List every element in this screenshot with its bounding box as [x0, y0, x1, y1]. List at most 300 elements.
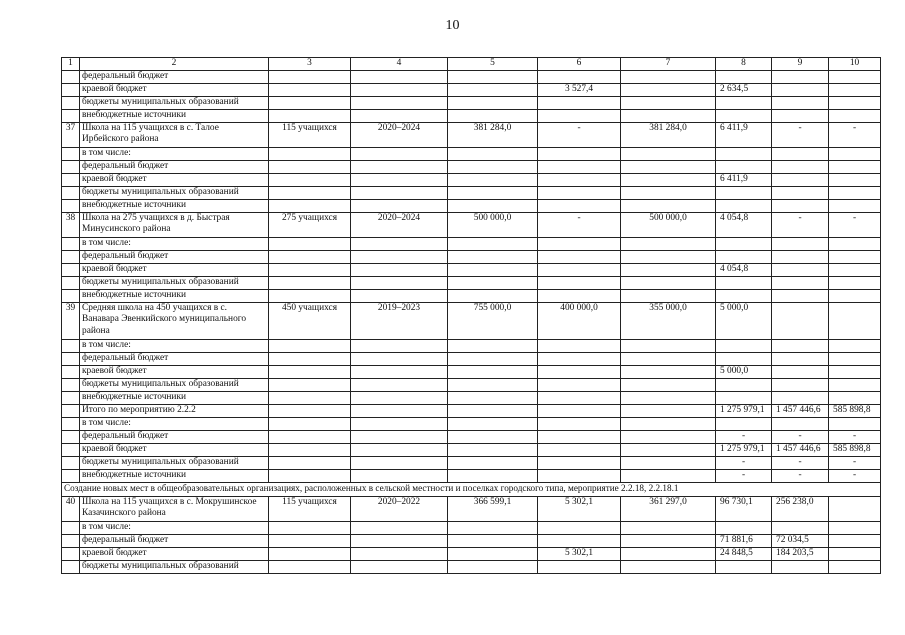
cell-col7: [621, 263, 716, 276]
cell-col7: [621, 352, 716, 365]
cell-name: краевой бюджет: [80, 263, 269, 276]
cell-col8: [716, 352, 772, 365]
cell-col8: 24 848,5: [716, 547, 772, 560]
cell-col7: [621, 250, 716, 263]
cell-col8: [716, 417, 772, 430]
cell-total: [448, 237, 538, 250]
cell-col10: -: [829, 456, 881, 469]
cell-name: бюджеты муниципальных образований: [80, 276, 269, 289]
cell-period: [351, 560, 448, 573]
cell-col7: 361 297,0: [621, 496, 716, 521]
cell-num: [62, 173, 80, 186]
cell-period: [351, 456, 448, 469]
cell-col8: [716, 96, 772, 109]
cell-total: [448, 378, 538, 391]
table-row: [62, 391, 881, 404]
cell-col7: [621, 378, 716, 391]
table-row: [62, 547, 881, 560]
table-row: [62, 496, 881, 521]
cell-col10: -: [829, 212, 881, 237]
column-header-8: 8: [716, 58, 772, 71]
cell-name: бюджеты муниципальных образований: [80, 378, 269, 391]
table-row: [62, 160, 881, 173]
cell-col10: [829, 521, 881, 534]
cell-col7: [621, 534, 716, 547]
cell-col10: [829, 391, 881, 404]
cell-col6: -: [538, 122, 621, 147]
cell-col8: 71 881,6: [716, 534, 772, 547]
cell-capacity: [269, 186, 351, 199]
cell-name: бюджеты муниципальных образований: [80, 186, 269, 199]
cell-col7: [621, 469, 716, 482]
cell-period: [351, 70, 448, 83]
cell-name: краевой бюджет: [80, 365, 269, 378]
column-header-1: 1: [62, 58, 80, 71]
cell-col8: [716, 276, 772, 289]
cell-col6: [538, 263, 621, 276]
cell-col6: [538, 147, 621, 160]
cell-num: [62, 160, 80, 173]
cell-period: 2020–2024: [351, 122, 448, 147]
cell-capacity: [269, 199, 351, 212]
cell-col9: [772, 365, 829, 378]
cell-name: краевой бюджет: [80, 83, 269, 96]
cell-total: 366 599,1: [448, 496, 538, 521]
cell-col9: [772, 186, 829, 199]
table-row: [62, 521, 881, 534]
cell-num: [62, 70, 80, 83]
cell-total: [448, 521, 538, 534]
cell-col9: [772, 302, 829, 339]
cell-col9: [772, 391, 829, 404]
cell-col7: [621, 109, 716, 122]
cell-col9: -: [772, 212, 829, 237]
cell-num: [62, 237, 80, 250]
table-row: [62, 122, 881, 147]
cell-col9: 184 203,5: [772, 547, 829, 560]
cell-col6: [538, 469, 621, 482]
cell-col9: [772, 263, 829, 276]
cell-num: 38: [62, 212, 80, 237]
cell-capacity: [269, 469, 351, 482]
cell-col10: [829, 560, 881, 573]
cell-period: [351, 289, 448, 302]
cell-col6: [538, 456, 621, 469]
cell-col9: [772, 352, 829, 365]
cell-capacity: [269, 70, 351, 83]
cell-capacity: [269, 263, 351, 276]
cell-capacity: [269, 173, 351, 186]
cell-capacity: [269, 96, 351, 109]
cell-total: [448, 276, 538, 289]
section-title: Создание новых мест в общеобразовательных организациях, расположенных в сельской местности и поселках городского типа, мероприятие 2.2.18, 2.2.18.1: [62, 482, 881, 496]
cell-col6: [538, 378, 621, 391]
cell-period: [351, 276, 448, 289]
cell-col9: [772, 417, 829, 430]
cell-period: [351, 443, 448, 456]
cell-period: [351, 83, 448, 96]
cell-col9: 72 034,5: [772, 534, 829, 547]
cell-col6: [538, 430, 621, 443]
cell-num: [62, 352, 80, 365]
cell-name: федеральный бюджет: [80, 250, 269, 263]
cell-col6: [538, 276, 621, 289]
cell-period: 2020–2024: [351, 212, 448, 237]
cell-period: [351, 352, 448, 365]
table-row: [62, 237, 881, 250]
cell-col6: [538, 237, 621, 250]
cell-period: [351, 109, 448, 122]
cell-col9: [772, 560, 829, 573]
cell-capacity: [269, 160, 351, 173]
cell-num: [62, 147, 80, 160]
cell-period: [351, 160, 448, 173]
cell-col7: [621, 521, 716, 534]
cell-col8: [716, 109, 772, 122]
table-row: [62, 109, 881, 122]
cell-col10: [829, 147, 881, 160]
cell-name: в том числе:: [80, 147, 269, 160]
cell-num: [62, 263, 80, 276]
cell-col6: [538, 186, 621, 199]
cell-total: [448, 417, 538, 430]
cell-col7: 381 284,0: [621, 122, 716, 147]
cell-num: [62, 430, 80, 443]
cell-col9: [772, 276, 829, 289]
cell-col9: [772, 289, 829, 302]
cell-num: [62, 276, 80, 289]
cell-col9: [772, 83, 829, 96]
cell-period: 2020–2022: [351, 496, 448, 521]
cell-period: [351, 404, 448, 417]
cell-capacity: [269, 391, 351, 404]
cell-col10: 585 898,8: [829, 443, 881, 456]
column-header-2: 2: [80, 58, 269, 71]
cell-num: [62, 391, 80, 404]
cell-name: внебюджетные источники: [80, 469, 269, 482]
cell-name: краевой бюджет: [80, 547, 269, 560]
cell-num: [62, 199, 80, 212]
page-number: 10: [445, 18, 460, 33]
cell-col8: 96 730,1: [716, 496, 772, 521]
cell-name: Средняя школа на 450 учащихся в с. Ванавара Эвенкийского муниципального района: [80, 302, 269, 339]
cell-period: [351, 417, 448, 430]
cell-col7: [621, 70, 716, 83]
cell-num: [62, 456, 80, 469]
cell-name: Итого по мероприятию 2.2.2: [80, 404, 269, 417]
cell-col10: 585 898,8: [829, 404, 881, 417]
cell-total: 755 000,0: [448, 302, 538, 339]
cell-col7: [621, 173, 716, 186]
cell-total: 381 284,0: [448, 122, 538, 147]
cell-col9: [772, 199, 829, 212]
cell-col9: [772, 96, 829, 109]
cell-num: [62, 521, 80, 534]
table-row: [62, 443, 881, 456]
cell-period: [351, 521, 448, 534]
cell-col10: [829, 173, 881, 186]
cell-col8: -: [716, 469, 772, 482]
cell-name: внебюджетные источники: [80, 391, 269, 404]
table-row: [62, 365, 881, 378]
cell-total: [448, 173, 538, 186]
cell-name: федеральный бюджет: [80, 70, 269, 83]
cell-total: [448, 160, 538, 173]
cell-period: [351, 365, 448, 378]
cell-col6: [538, 365, 621, 378]
cell-col7: [621, 547, 716, 560]
cell-total: [448, 547, 538, 560]
cell-capacity: [269, 430, 351, 443]
cell-col9: -: [772, 456, 829, 469]
cell-capacity: [269, 339, 351, 352]
cell-col9: [772, 237, 829, 250]
cell-col9: [772, 147, 829, 160]
cell-col10: [829, 96, 881, 109]
cell-name: Школа на 275 учащихся в д. Быстрая Минусинского района: [80, 212, 269, 237]
table-row: [62, 289, 881, 302]
cell-col9: [772, 521, 829, 534]
cell-name: внебюджетные источники: [80, 199, 269, 212]
column-header-4: 4: [351, 58, 448, 71]
cell-total: [448, 96, 538, 109]
cell-col10: [829, 417, 881, 430]
cell-period: [351, 263, 448, 276]
cell-capacity: [269, 378, 351, 391]
cell-col6: [538, 339, 621, 352]
cell-col8: [716, 560, 772, 573]
cell-col10: [829, 109, 881, 122]
cell-col7: [621, 404, 716, 417]
cell-col10: [829, 186, 881, 199]
cell-capacity: [269, 547, 351, 560]
cell-capacity: 450 учащихся: [269, 302, 351, 339]
cell-col10: [829, 378, 881, 391]
cell-col10: [829, 83, 881, 96]
cell-name: краевой бюджет: [80, 173, 269, 186]
table-row: [62, 83, 881, 96]
cell-name: Школа на 115 учащихся в с. Талое Ирбейского района: [80, 122, 269, 147]
cell-col6: [538, 173, 621, 186]
cell-col10: [829, 534, 881, 547]
cell-col9: 256 238,0: [772, 496, 829, 521]
table-row: [62, 212, 881, 237]
cell-col10: [829, 70, 881, 83]
cell-period: [351, 339, 448, 352]
cell-col10: -: [829, 430, 881, 443]
cell-num: [62, 417, 80, 430]
cell-name: федеральный бюджет: [80, 352, 269, 365]
table-row: [62, 186, 881, 199]
cell-num: [62, 339, 80, 352]
cell-col9: -: [772, 430, 829, 443]
cell-col6: [538, 96, 621, 109]
table-row: [62, 352, 881, 365]
cell-total: [448, 70, 538, 83]
table-row: [62, 339, 881, 352]
cell-num: [62, 378, 80, 391]
cell-name: в том числе:: [80, 521, 269, 534]
cell-period: [351, 547, 448, 560]
cell-col6: [538, 560, 621, 573]
cell-col7: [621, 276, 716, 289]
cell-capacity: [269, 109, 351, 122]
cell-name: в том числе:: [80, 237, 269, 250]
cell-capacity: [269, 404, 351, 417]
cell-num: [62, 534, 80, 547]
cell-col10: [829, 547, 881, 560]
cell-capacity: [269, 365, 351, 378]
cell-name: федеральный бюджет: [80, 160, 269, 173]
table-row: [62, 302, 881, 339]
cell-name: в том числе:: [80, 417, 269, 430]
cell-col6: [538, 352, 621, 365]
cell-col9: 1 457 446,6: [772, 443, 829, 456]
cell-col8: 6 411,9: [716, 122, 772, 147]
cell-period: 2019–2023: [351, 302, 448, 339]
cell-col10: [829, 263, 881, 276]
cell-capacity: [269, 456, 351, 469]
cell-col6: [538, 534, 621, 547]
cell-name: бюджеты муниципальных образований: [80, 560, 269, 573]
cell-col7: [621, 289, 716, 302]
cell-num: [62, 250, 80, 263]
table-row: [62, 173, 881, 186]
cell-name: Школа на 115 учащихся в с. Мокрушинское Казачинского района: [80, 496, 269, 521]
table-row: [62, 276, 881, 289]
cell-col6: [538, 289, 621, 302]
column-header-5: 5: [448, 58, 538, 71]
cell-col6: 400 000,0: [538, 302, 621, 339]
cell-name: бюджеты муниципальных образований: [80, 96, 269, 109]
cell-num: [62, 365, 80, 378]
column-header-3: 3: [269, 58, 351, 71]
cell-col8: 5 000,0: [716, 365, 772, 378]
cell-col7: [621, 147, 716, 160]
cell-col7: [621, 83, 716, 96]
table-row: [62, 70, 881, 83]
cell-col9: [772, 160, 829, 173]
cell-col7: 355 000,0: [621, 302, 716, 339]
cell-col8: [716, 521, 772, 534]
column-header-7: 7: [621, 58, 716, 71]
cell-col7: [621, 186, 716, 199]
cell-col10: [829, 302, 881, 339]
cell-period: [351, 96, 448, 109]
cell-col8: 2 634,5: [716, 83, 772, 96]
section-title-row: [62, 482, 881, 496]
cell-total: [448, 250, 538, 263]
cell-total: [448, 404, 538, 417]
cell-col10: -: [829, 122, 881, 147]
cell-period: [351, 391, 448, 404]
cell-total: [448, 352, 538, 365]
cell-col10: [829, 276, 881, 289]
cell-total: [448, 199, 538, 212]
cell-name: краевой бюджет: [80, 443, 269, 456]
cell-col9: [772, 109, 829, 122]
cell-total: [448, 186, 538, 199]
cell-col10: [829, 160, 881, 173]
cell-total: [448, 560, 538, 573]
cell-name: бюджеты муниципальных образований: [80, 456, 269, 469]
cell-num: [62, 186, 80, 199]
cell-total: [448, 534, 538, 547]
cell-col9: -: [772, 122, 829, 147]
cell-col9: 1 457 446,6: [772, 404, 829, 417]
cell-num: [62, 443, 80, 456]
cell-col8: -: [716, 456, 772, 469]
cell-col7: [621, 160, 716, 173]
cell-col7: [621, 391, 716, 404]
budget-table: [61, 57, 881, 574]
cell-period: [351, 469, 448, 482]
cell-col10: [829, 496, 881, 521]
cell-capacity: [269, 250, 351, 263]
cell-num: 40: [62, 496, 80, 521]
cell-period: [351, 250, 448, 263]
cell-name: внебюджетные источники: [80, 109, 269, 122]
cell-col7: [621, 560, 716, 573]
cell-col7: [621, 430, 716, 443]
cell-num: 37: [62, 122, 80, 147]
cell-col7: 500 000,0: [621, 212, 716, 237]
cell-col8: [716, 391, 772, 404]
cell-num: 39: [62, 302, 80, 339]
cell-col8: [716, 199, 772, 212]
cell-capacity: [269, 534, 351, 547]
cell-total: [448, 391, 538, 404]
cell-col6: [538, 109, 621, 122]
cell-col8: [716, 237, 772, 250]
table-row: [62, 534, 881, 547]
table-row: [62, 404, 881, 417]
cell-capacity: [269, 352, 351, 365]
cell-capacity: 115 учащихся: [269, 496, 351, 521]
cell-num: [62, 560, 80, 573]
cell-capacity: [269, 560, 351, 573]
cell-num: [62, 469, 80, 482]
cell-num: [62, 83, 80, 96]
cell-col9: -: [772, 469, 829, 482]
cell-col7: [621, 339, 716, 352]
cell-col9: [772, 378, 829, 391]
cell-num: [62, 289, 80, 302]
cell-col10: [829, 250, 881, 263]
cell-col8: 6 411,9: [716, 173, 772, 186]
cell-col10: [829, 352, 881, 365]
cell-col6: [538, 70, 621, 83]
table-row: [62, 199, 881, 212]
cell-num: [62, 109, 80, 122]
cell-col8: [716, 160, 772, 173]
cell-capacity: [269, 417, 351, 430]
cell-col6: [538, 391, 621, 404]
cell-total: [448, 289, 538, 302]
cell-col6: -: [538, 212, 621, 237]
cell-col6: 3 527,4: [538, 83, 621, 96]
cell-col7: [621, 96, 716, 109]
cell-col6: [538, 521, 621, 534]
column-header-6: 6: [538, 58, 621, 71]
cell-period: [351, 147, 448, 160]
cell-capacity: [269, 147, 351, 160]
cell-col9: [772, 339, 829, 352]
cell-name: в том числе:: [80, 339, 269, 352]
cell-col10: [829, 339, 881, 352]
column-header-10: 10: [829, 58, 881, 71]
cell-period: [351, 186, 448, 199]
